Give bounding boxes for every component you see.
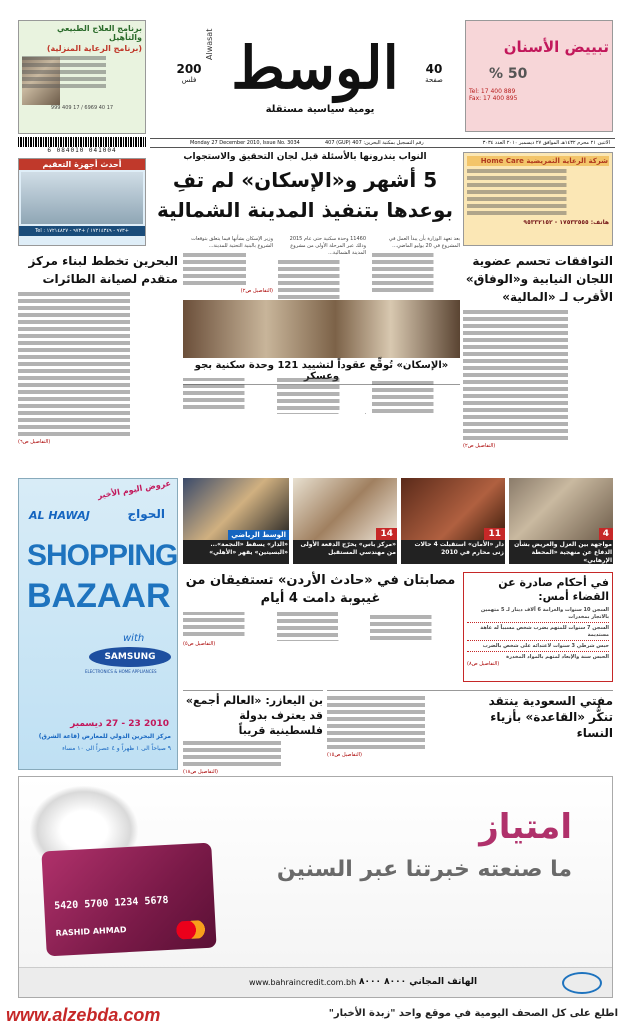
pages-unit: صفحة: [425, 76, 443, 84]
ad-footer-band: [19, 967, 612, 997]
ad-with: with: [123, 633, 145, 644]
ad-phone2: Fax: 17 400 895: [469, 95, 518, 102]
lead-col-1: [372, 236, 460, 295]
ad-imtiaz[interactable]: [18, 776, 613, 998]
logo-latin: Alwasat: [205, 28, 214, 60]
footer-bar: [0, 1003, 632, 1030]
logo-subtitle: يومية سياسية مستقلة: [265, 104, 375, 115]
ad-hours: ٩ صباحاً الى ١ ظهراً و ٤ عصراً الى ١٠ مساء: [62, 745, 171, 752]
teaser-text: «مركز باس» يخرّج الدفعة الأولى من مهندسي المستقبل: [293, 540, 397, 564]
ad-website[interactable]: www.bahraincredit.com.bh: [249, 978, 357, 987]
teaser-item[interactable]: [183, 478, 289, 566]
ad-hotline: الهاتف المجاني ٨٠٠٠ ٨٠٠٠: [359, 977, 478, 987]
right-story: [463, 252, 613, 464]
teaser-item[interactable]: [509, 478, 613, 566]
lead-col-text: 11460 وحدة سكنية حتى عام 2015 وذلك عبر المرحلة الأولى من مشروع المدينة الشمالية...: [289, 236, 366, 256]
photo-story: [183, 378, 460, 414]
courts-item: السجن 10 سنوات والغرامة 6 آلاف دينار لـ 5 متهمين بالاتجار بمخدرات: [467, 607, 609, 623]
courts-item: السجن 7 سنوات للمتهم بضرب شخص مسبباً له عاهة مستديمة: [467, 625, 609, 641]
footer-site[interactable]: www.alzebda.com: [6, 1005, 161, 1025]
ad-phone: 17 40 6969 / 17 409 999: [50, 105, 114, 111]
ad-brand-ar: الحواج: [127, 507, 165, 521]
ad-slogan: ما صنعته خبرتنا عبر السنين: [276, 857, 572, 882]
left-story-headline: البحرين تخطط لبناء مركز متقدم لصيانة الطائرات: [28, 254, 178, 286]
continued-link[interactable]: (التفاصيل ص١٥): [327, 752, 362, 758]
jordan-story: [183, 572, 458, 682]
lead-col-text: وزير الإسكان بشأنها فيما يتعلق بتوقعات الشروع بالبنية التحتية للمدينة...: [191, 236, 273, 249]
right-story-headline: التوافقات تحسم عضوية اللجان النيابية و«الوفاق» الأقرب لـ «المالية»: [465, 254, 613, 304]
ad-title: برنامج العلاج الطبيعي والتأهيل: [56, 24, 142, 42]
continued-link[interactable]: (التفاصيل ص٦): [18, 439, 51, 445]
lead-col-3: [183, 236, 273, 295]
date-strip: [150, 138, 615, 148]
continued-link[interactable]: (التفاصيل ص٢): [463, 443, 496, 449]
teaser-number: 11: [484, 528, 505, 540]
mufti-headline: مفتي السعودية ينتقد تنكُّر «القاعدة» بأزياء النساء: [488, 694, 613, 740]
mufti-story: [327, 690, 613, 772]
courts-headline: في أحكام صادرة عن القضاء أمس:: [498, 576, 609, 603]
teaser-number: 14: [376, 528, 397, 540]
masthead: [150, 20, 462, 138]
ad-homecare[interactable]: [463, 152, 613, 246]
barcode-number: 6 084010 041004: [47, 147, 117, 154]
teaser-item[interactable]: [401, 478, 505, 566]
mastercard-logo: [175, 920, 206, 940]
price-box: [175, 62, 203, 84]
lead-photo: [183, 300, 460, 358]
pages: 40: [425, 62, 443, 76]
ad-word-bazaar: BAZAAR: [27, 577, 171, 615]
price-unit: فلس: [181, 76, 197, 84]
courts-item: حبس شرطي 3 سنوات لاعتدائه على شخص بالضرب: [467, 643, 609, 652]
baradei-story: [183, 690, 323, 775]
jordan-headline: مصابتان في «حادث الأردن» تستفيقان من غيبوبة دامت 4 أيام: [185, 573, 456, 606]
ad-headline: تبييض الأسنان: [503, 38, 609, 56]
date-en: Monday 27 December 2010, Issue No. 3034: [190, 140, 300, 146]
ad-photo: [21, 172, 143, 224]
courts-item: الحبس سنة والإبعاد لمتهم بالمواد المخدرة: [506, 654, 609, 660]
continued-link[interactable]: (التفاصيل ص٢): [240, 288, 273, 294]
ad-title: أحدث أجهزة التعقيم: [19, 159, 145, 170]
ad-title: شركة الرعاية التمريضية Home Care: [467, 156, 609, 166]
teaser-text: «الدار» يسقط «النجمة»... «البسيتين» يقهر «الأهلي»: [183, 540, 289, 564]
ad-brand: امتياز: [479, 807, 572, 847]
teaser-photo: [183, 478, 289, 540]
pages-box: [420, 62, 448, 84]
ad-phone1: Tel: 17 400 889: [469, 88, 516, 95]
lead-col-text: بعد تعهد الوزارة بأن يبدأ العمل في المشروع في 20 يوليو الماضي...: [388, 236, 460, 249]
ad-dental[interactable]: [465, 20, 613, 132]
teaser-photo: [401, 478, 505, 540]
teaser-photo: [509, 478, 613, 540]
ad-top-text: عروض اليوم الأخير: [96, 478, 172, 501]
ad-venue: مركز البحرين الدولي للمعارض (قاعة الشرق): [38, 733, 171, 740]
ad-phone: هاتف: ١٧٥٣٣٥٥٥ - ٩٥٣٣٢١٥٢: [523, 219, 609, 226]
lead-kicker: النواب ينذرونها بالأسئلة قبل لجان التحقيق والاستجواب: [183, 152, 427, 162]
ad-phone: +٩٧٣ - ١٧٢١٤٣٤٩ / +٩٧٣ - ١٧٢١٤٨٢٧ : Tel: [19, 226, 145, 236]
lead-headline-2: بوعدها بتنفيذ المدينة الشمالية: [156, 198, 454, 222]
lead-col-2: [278, 236, 366, 302]
teaser-strip: [183, 478, 613, 566]
footer-slogan: اطلع على كل الصحف اليومية في موقع واحد "زبدة الأخبار": [328, 1008, 618, 1019]
ad-physiotherapy[interactable]: [18, 20, 146, 134]
ad-brand-en: AL HAWAJ: [29, 509, 90, 522]
continued-link[interactable]: (التفاصيل ص١٨): [183, 769, 218, 775]
ad-shopping-bazaar[interactable]: [18, 478, 178, 770]
barcode-bars: [18, 137, 146, 147]
teaser-photo: [293, 478, 397, 540]
logo-title: الوسط: [231, 34, 399, 102]
ad-price: 50 %: [489, 66, 528, 82]
card-number: 5420 5700 1234 5678: [53, 894, 169, 912]
baradei-headline: بن اليعازر: «العالم أجمع» قد يعترف بدولة فلسطينية قريباً: [185, 694, 323, 737]
bahrain-credit-logo: [562, 972, 602, 994]
card-holder: RASHID AHMAD: [55, 925, 127, 938]
ad-sponsor-tag: ELECTRONICS & HOME APPLIANCES: [85, 669, 157, 674]
ad-word-shopping: SHOPPING: [27, 539, 178, 572]
sports-badge: الوسط الرياضي: [228, 530, 289, 540]
left-story: [18, 252, 178, 464]
lead-headline-1: 5 أشهر و«الإسكان» لم تفِ: [172, 168, 438, 192]
photo-caption: «الإسكان» تُوقِّع عقوداً لتشييد 121 وحدة سكنية بجو وعسكر: [183, 360, 460, 385]
date-ar: الاثنين ٢١ محرم ١٤٣٢هـ الموافق ٢٧ ديسمبر ٢٠١٠ العدد ٣٠٣٤: [482, 140, 610, 146]
teaser-text: مواجهة بين الغزل والعريض بشأن الدفاع عن منهجية «المحطة الإرهابي»: [509, 540, 613, 564]
teaser-text: دار «الأمان» استقبلت 4 حالات زنى محارم في 2010: [401, 540, 505, 564]
teaser-item[interactable]: [293, 478, 397, 566]
continued-link[interactable]: (التفاصيل ص٨): [467, 661, 500, 667]
ad-subtitle: (برنامج الرعاية المنزلية): [46, 44, 142, 53]
credit-card: [41, 843, 216, 957]
teaser-number: 4: [599, 528, 613, 540]
barcode: [18, 137, 146, 155]
ad-sterilization[interactable]: [18, 158, 146, 246]
registration: رقم التسجيل بمكتبة البحرين: 407 (GUP) 407: [325, 140, 424, 146]
ad-dates: 2010 23 - 27 ديسمبر: [70, 719, 169, 729]
continued-link[interactable]: (التفاصيل ص٥): [183, 641, 216, 647]
price: 200: [176, 62, 202, 76]
courts-box: [463, 572, 613, 682]
samsung-logo: SAMSUNG: [89, 647, 171, 667]
